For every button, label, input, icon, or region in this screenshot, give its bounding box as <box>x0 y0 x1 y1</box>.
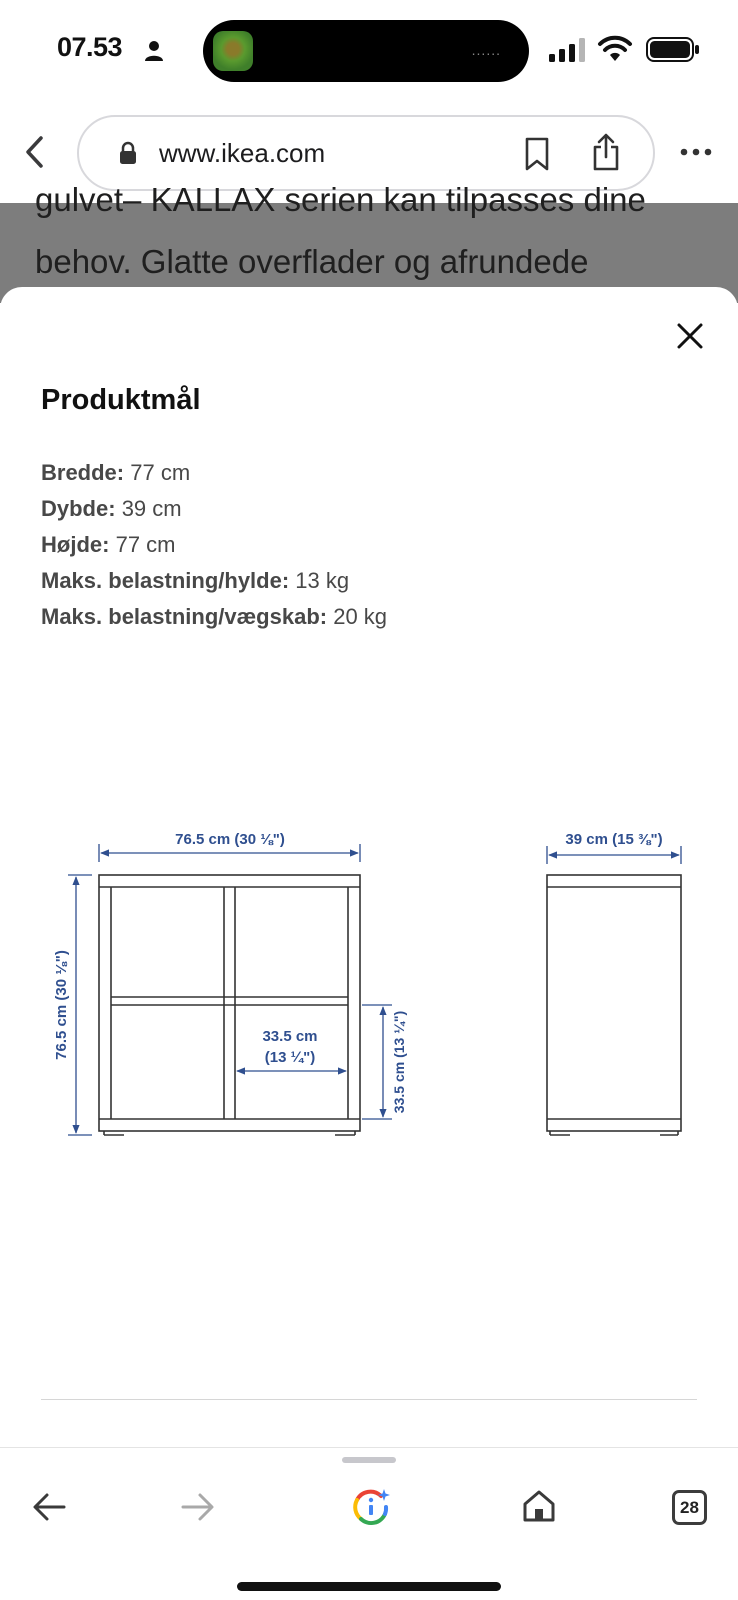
back-arrow-icon[interactable] <box>32 1492 66 1522</box>
spec-label: Maks. belastning/hylde: <box>41 568 290 593</box>
cellular-signal-icon <box>549 38 587 62</box>
spec-max-load-shelf <box>41 563 387 599</box>
page-text-line: behov. Glatte overflader og afrundede <box>35 243 589 280</box>
person-icon <box>144 40 164 62</box>
back-chevron-icon[interactable] <box>22 134 48 170</box>
google-assistant-icon[interactable] <box>351 1487 391 1527</box>
lock-icon <box>119 141 137 165</box>
side-depth-label: 39 cm (15 ⅜") <box>565 831 663 848</box>
spec-label: Dybde: <box>41 496 116 521</box>
home-icon[interactable] <box>522 1489 556 1523</box>
product-dimensions-sheet <box>0 287 738 1447</box>
share-icon[interactable] <box>591 133 621 171</box>
spec-height <box>41 527 387 563</box>
bookmark-icon[interactable] <box>524 137 550 171</box>
toolbar-grabber[interactable] <box>342 1457 396 1463</box>
dynamic-island[interactable] <box>203 20 529 82</box>
spec-value: 20 kg <box>333 604 388 629</box>
status-time: 07.53 <box>57 32 123 62</box>
cell-height-label: 33.5 cm (13 ¼") <box>391 1010 407 1114</box>
side-depth-dimension <box>547 846 681 864</box>
side-view <box>547 875 681 1135</box>
spec-value: 77 cm <box>130 460 191 485</box>
front-height-label: 76.5 cm (30 ⅛") <box>53 950 70 1060</box>
cell-width-label: 33.5 cm <box>262 1028 318 1045</box>
island-dots: ...... <box>471 42 501 58</box>
cell-width-label-inch: (13 ¼") <box>264 1049 316 1066</box>
close-icon[interactable] <box>677 323 703 349</box>
tabs-icon[interactable]: 28 <box>672 1490 707 1525</box>
front-view <box>99 875 360 1135</box>
front-width-label: 76.5 cm (30 ⅛") <box>175 831 285 848</box>
spec-width <box>41 455 387 491</box>
url-text[interactable]: www.ikea.com <box>159 138 326 168</box>
sheet-title: Produktmål <box>41 384 201 416</box>
spec-max-load-wall <box>41 599 387 635</box>
dimension-drawing <box>0 822 738 1162</box>
page-text-line: gulvet– KALLAX serien kan tilpasses dine <box>35 181 646 218</box>
island-app-icon[interactable] <box>213 31 253 71</box>
spec-label: Bredde: <box>41 460 125 485</box>
spec-label: Maks. belastning/vægskab: <box>41 604 328 629</box>
spec-depth <box>41 491 387 527</box>
forward-arrow-icon[interactable] <box>181 1492 215 1522</box>
cell-height-dimension <box>362 1005 392 1119</box>
battery-icon <box>646 37 700 62</box>
spec-value: 39 cm <box>121 496 182 521</box>
spec-list <box>41 455 387 635</box>
spec-value: 13 kg <box>295 568 350 593</box>
spec-value: 77 cm <box>115 532 176 557</box>
home-indicator[interactable] <box>237 1582 501 1591</box>
browser-toolbar <box>0 1447 738 1600</box>
status-bar <box>0 0 738 100</box>
front-height-dimension <box>68 875 92 1135</box>
address-bar[interactable] <box>77 115 655 191</box>
spec-label: Højde: <box>41 532 110 557</box>
wifi-icon <box>598 36 632 62</box>
more-icon[interactable] <box>680 147 712 157</box>
sheet-divider <box>41 1399 697 1400</box>
